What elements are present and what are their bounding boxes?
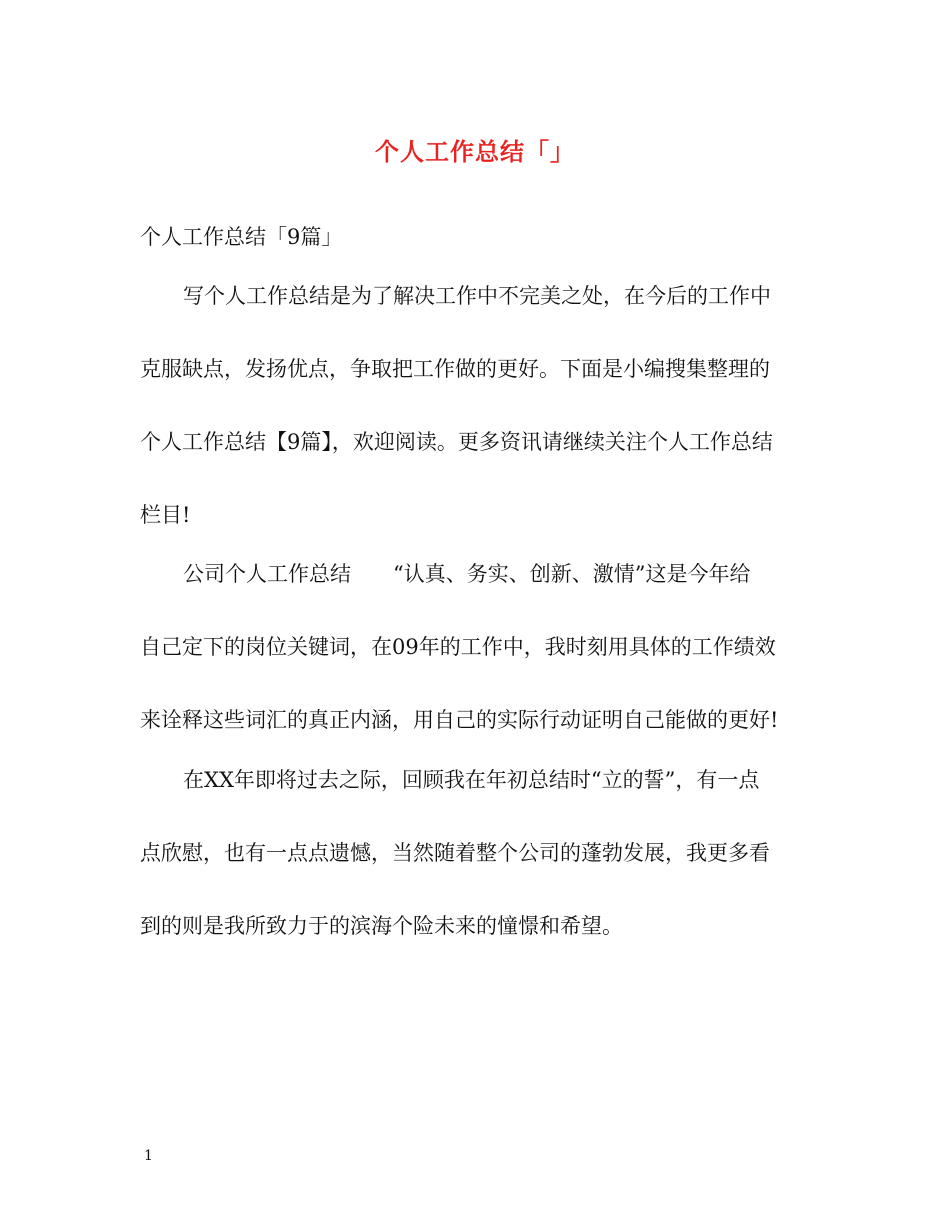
page-number: 1 <box>144 1148 153 1164</box>
paragraph-line: 个人工作总结【9篇】，欢迎阅读。更多资讯请继续关注个人工作总结 <box>140 430 773 454</box>
paragraph-line: 写个人工作总结是为了解决工作中不完美之处，在今后的工作中 <box>183 284 771 308</box>
paragraph-line: 栏目! <box>140 503 191 527</box>
document-title: 个人工作总结「」 <box>375 137 575 166</box>
paragraph-line: 自己定下的岗位关键词，在09年的工作中，我时刻用具体的工作绩效 <box>140 635 776 659</box>
paragraph-line: 到的则是我所致力于的滨海个险未来的憧憬和希望。 <box>140 914 623 938</box>
paragraph-line: 公司个人工作总结 “认真、务实、创新、激情”这是今年给 <box>183 562 751 586</box>
paragraph-line: 点欣慰，也有一点点遗憾，当然随着整个公司的蓬勃发展，我更多看 <box>140 841 770 865</box>
paragraph-line: 来诠释这些词汇的真正内涵，用自己的实际行动证明自己能做的更好! <box>140 708 779 732</box>
paragraph-line: 在XX年即将过去之际，回顾我在年初总结时“立的誓”，有一点 <box>183 768 760 792</box>
document-subtitle: 个人工作总结「9篇」 <box>140 225 343 249</box>
paragraph-line: 克服缺点，发扬优点，争取把工作做的更好。下面是小编搜集整理的 <box>140 357 770 381</box>
